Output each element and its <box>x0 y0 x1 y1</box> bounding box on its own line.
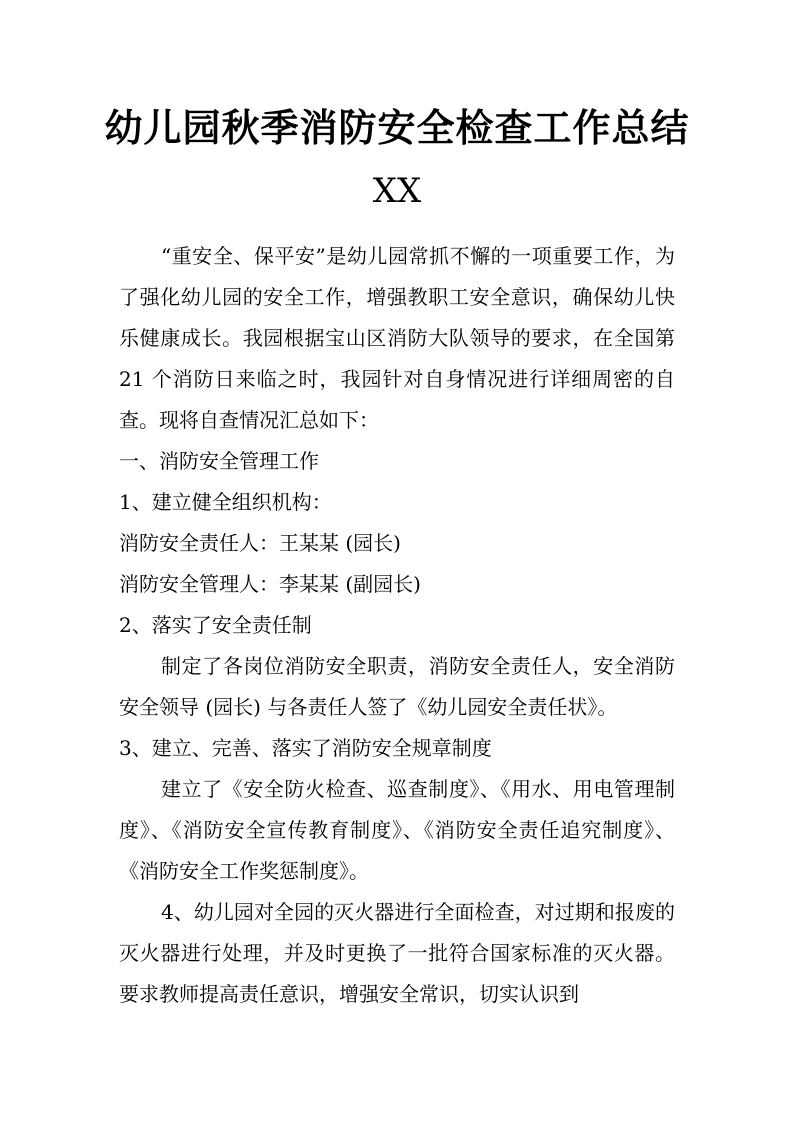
document-title: 幼儿园秋季消防安全检查工作总结 <box>104 105 690 150</box>
section-heading-fire-safety-management: 一、消防安全管理工作 <box>119 449 319 473</box>
responsibility-paragraph: 制定了各岗位消防安全职责，消防安全责任人，安全消防安全领导 (园长) 与各责任人签了《幼儿园安全责任状》。 <box>119 654 675 719</box>
management-person: 消防安全管理人：李某某 (副园长) <box>119 572 421 596</box>
intro-paragraph: “重安全、保平安”是幼儿园常抓不懈的一项重要工作，为了强化幼儿园的安全工作，增强教职工安全意识，确保幼儿快乐健康成长。我园根据宝山区消防大队领导的要求，在全国第 21 个消防日来临之时，我园针对自身情况进行详细周密的自查。现将自查情况汇总如下： <box>119 244 675 432</box>
document-author: XX <box>372 171 422 211</box>
regulations-paragraph: 建立了《安全防火检查、巡查制度》、《用水、用电管理制度》、《消防安全宣传教育制度》、《消防安全责任追究制度》、《消防安全工作奖惩制度》。 <box>119 777 675 883</box>
item-responsibility-system: 2、落实了安全责任制 <box>119 613 312 637</box>
responsible-person: 消防安全责任人：王某某 (园长) <box>119 531 401 555</box>
item-organization: 1、建立健全组织机构： <box>119 490 332 514</box>
document-body <box>119 236 675 1015</box>
extinguisher-paragraph: 4、幼儿园对全园的灭火器进行全面检查，对过期和报废的灭火器进行处理，并及时更换了一批符合国家标准的灭火器。要求教师提高责任意识，增强安全常识，切实认识到 <box>119 900 675 1006</box>
item-rules-and-regulations: 3、建立、完善、落实了消防安全规章制度 <box>119 736 492 760</box>
